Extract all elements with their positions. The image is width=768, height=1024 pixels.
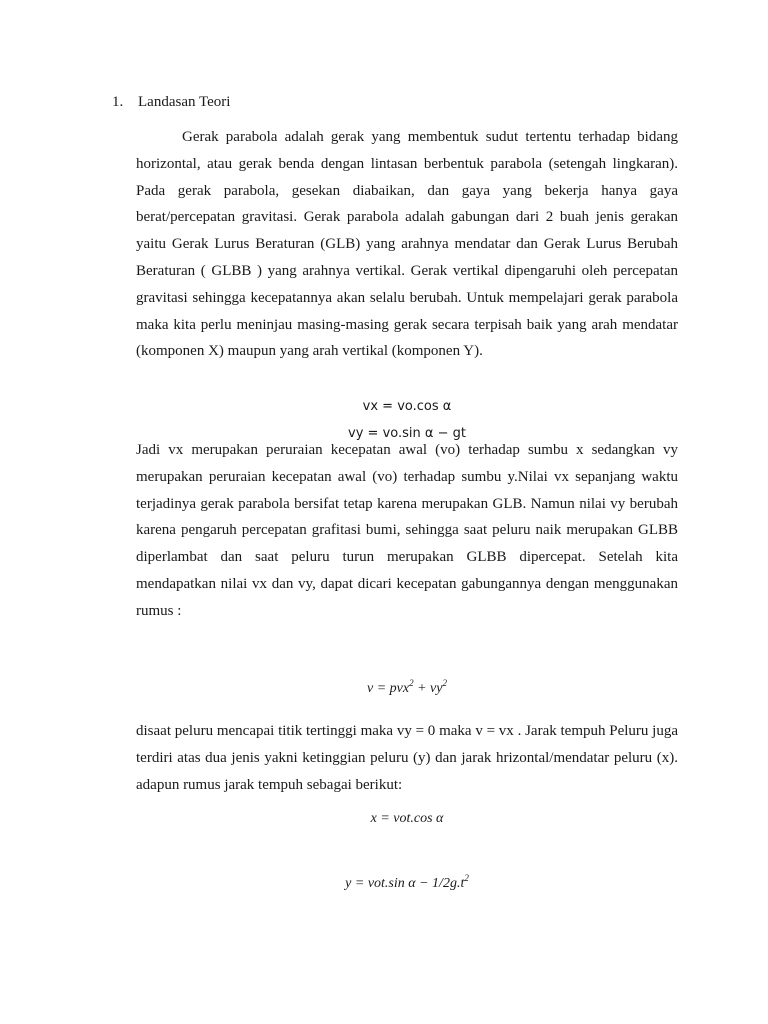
equation-x-distance: x = vot.cos α — [370, 811, 444, 826]
section-heading — [112, 92, 230, 112]
paragraph-distance: disaat peluru mencapai titik tertinggi maka vy = 0 maka v = vx . Jarak tempuh Peluru juga terdiri atas dua jenis yakni ketinggian peluru (y) dan jarak hrizontal/mendatar peluru (x). adapun rumus jarak tempuh sebagai berikut: — [136, 723, 678, 793]
section-title: Landasan Teori — [138, 94, 231, 110]
equation-resultant-velocity: $v = pvx^2 + vy^2$ — [367, 678, 447, 696]
section-number: 1. — [112, 94, 124, 110]
paragraph-components: Jadi vx merupakan peruraian kecepatan awal (vo) terhadap sumbu x sedangkan vy merupakan peruraian kecepatan awal (vo) terhadap sumbu y.Nilai vx sepanjang waktu terjadinya gerak parabola bersifat tetap karena merupakan GLB. Namun nilai vy berubah karena pengaruh percepatan grafitasi bumi, sehingga saat peluru naik merupakan GLBB diperlambat dan saat peluru turun merupakan GLBB dipercepat. Setelah kita mendapatkan nilai vx dan vy, dapat dicari kecepatan gabungannya dengan menggunakan rumus : — [136, 442, 678, 619]
equation-vx: vx = vo.cos α — [362, 399, 452, 414]
equation-vy: vy = vo.sin α − gt — [348, 426, 466, 441]
equation-y-height: y = vot.sin $\alpha - 1/2g.t^2$ — [345, 873, 469, 891]
paragraph-intro: Gerak parabola adalah gerak yang membentuk sudut tertentu terhadap bidang horizontal, atau gerak benda dengan lintasan berbentuk parabola (setengah lingkaran). Pada gerak parabola, gesekan diabaikan, dan gaya yang bekerja hanya gaya berat/percepatan gravitasi. Gerak parabola adalah gabungan dari 2 buah jenis gerakan yaitu Gerak Lurus Beraturan (GLB) yang arahnya mendatar dan Gerak Lurus Berubah Beraturan ( GLBB ) yang arahnya vertikal. Gerak vertikal dipengaruhi oleh percepatan gravitasi sehingga kecepatannya akan selalu berubah. Untuk mempelajari gerak parabola maka kita perlu meninjau masing-masing gerak secara terpisah baik yang arah mendatar (komponen X) maupun yang arah vertikal (komponen Y). — [136, 129, 678, 360]
